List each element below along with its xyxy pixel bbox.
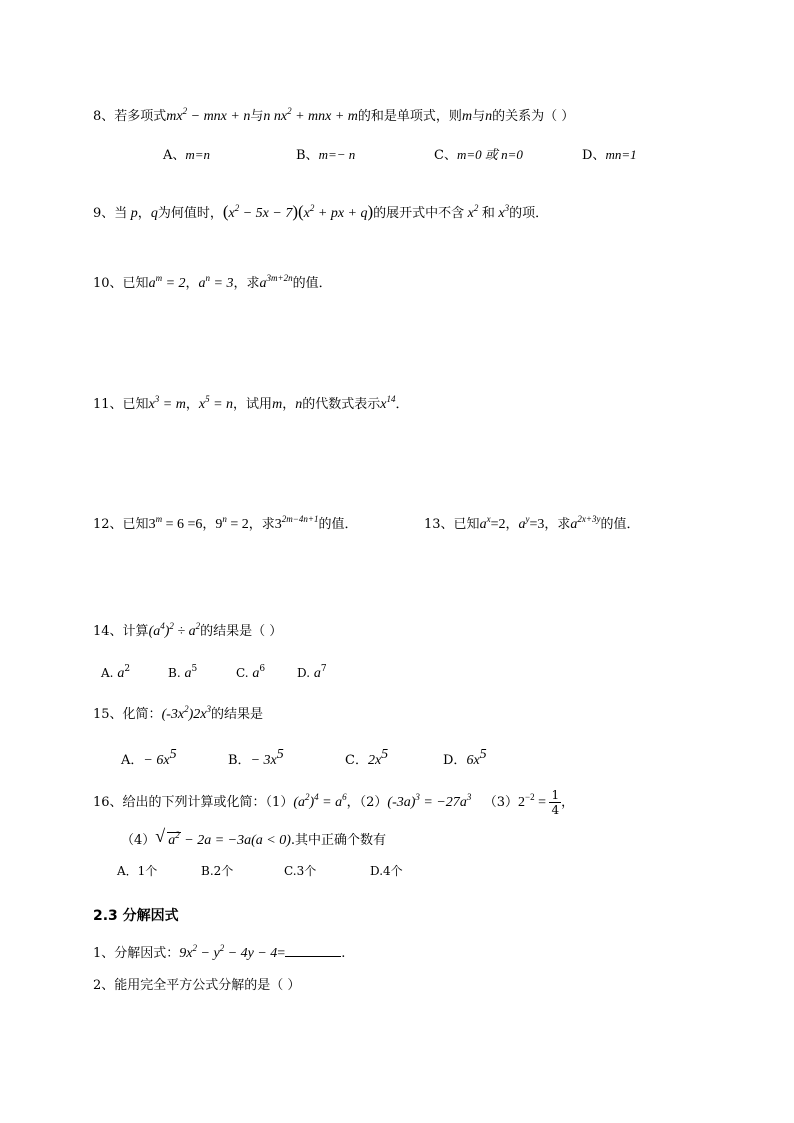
question-16: 16、给出的下列计算或化简：$(1)(a^2)^4 = a^6$，$(2)(-3a)^3 = -27a^3$ $(3)2^{-2}$ = $\frac{1}{4}$ ， xyxy=(93,788,575,817)
section-heading: 2.3 分解因式 xyxy=(93,908,179,924)
q8-option-b: B、m=− n xyxy=(296,147,356,163)
question-12: 12、已知$3^m = 6 =6$，$9^n = 2$，求$3^{2m-4n+1}$的值． xyxy=(93,514,358,532)
question-11: 11、已知$x^3 = m$，$x^5 = n$，试用m，n的代数式表示$x^{14}$． xyxy=(93,394,409,412)
q8-option-c: C、m=0 或 n=0 xyxy=(434,147,523,163)
q16-option-a: A．1个 xyxy=(117,864,158,878)
section-question-1: 1、分解因式：$9x^2 - y^2 - 4y - 4=$ . xyxy=(93,943,346,961)
question-9: 9、当 p，q为何值时，$(x^2 - 5x - 7)(x^2$ + px + q)的展开式中不含 $x^2$ 和 $x^3$的项． xyxy=(93,202,549,221)
q14-option-b: B. $a^5$ xyxy=(168,664,198,681)
question-10: 10、已知$a^m = 2$，$a^n = 3$，求$a^{3m+2n}$的值． xyxy=(93,273,332,291)
q15-option-c: C．$2x^5$ xyxy=(345,747,389,768)
q15-option-d: D．$6x^5$ xyxy=(443,747,487,768)
q16-option-b: B.2个 xyxy=(201,864,234,878)
q15-option-b: B．− $3x^5$ xyxy=(228,747,284,768)
question-14: 14、计算$(a^4)^2 \div a^2$的结果是（ ） xyxy=(93,621,283,639)
section-question-2: 2、能用完全平方公式分解的是（ ） xyxy=(93,978,301,993)
q8-option-a: A、m=n xyxy=(163,147,211,163)
q8-poly1: $mx^2$ − mnx + n xyxy=(166,106,251,124)
question-16-part4: （4） √ $a^2 - 2a = -3a(a < 0)$.其中正确个数有 xyxy=(121,826,387,848)
q16-option-d: D.4个 xyxy=(370,864,403,878)
q8-number: 8、 xyxy=(93,109,115,124)
question-15: 15、化简：$(-3x^2)2x^3$的结果是 xyxy=(93,704,264,722)
question-13: 13、已知$a^x=2$，$a^y=3$，求$a^{2x+3y}$的值． xyxy=(424,514,640,532)
q14-option-d: D. $a^7$ xyxy=(297,664,327,681)
q9-expression: $(x^2 - 5x - 7)(x^2$ + px + q) xyxy=(222,202,374,221)
q8-option-d: D、mn=1 xyxy=(582,147,637,163)
q9-number: 9、 xyxy=(93,206,115,221)
question-8: 8、若多项式$mx^2$ − mnx + n与n $nx^2$ + mnx + m的和是单项式，则m与n的关系为（ ） xyxy=(93,106,575,124)
q14-option-c: C. $a^6$ xyxy=(236,664,266,681)
q14-option-a: A. $a^2$ xyxy=(101,664,131,681)
q8-poly2: n $nx^2$ + mnx + m xyxy=(263,106,358,124)
fraction-one-quarter: $\frac{1}{4}$ xyxy=(551,788,560,817)
answer-blank[interactable] xyxy=(285,944,341,957)
q15-option-a: A．− $6x^5$ xyxy=(121,747,177,768)
q16-option-c: C.3个 xyxy=(284,864,317,878)
sqrt-expression: √ $a^2$ xyxy=(155,826,180,848)
